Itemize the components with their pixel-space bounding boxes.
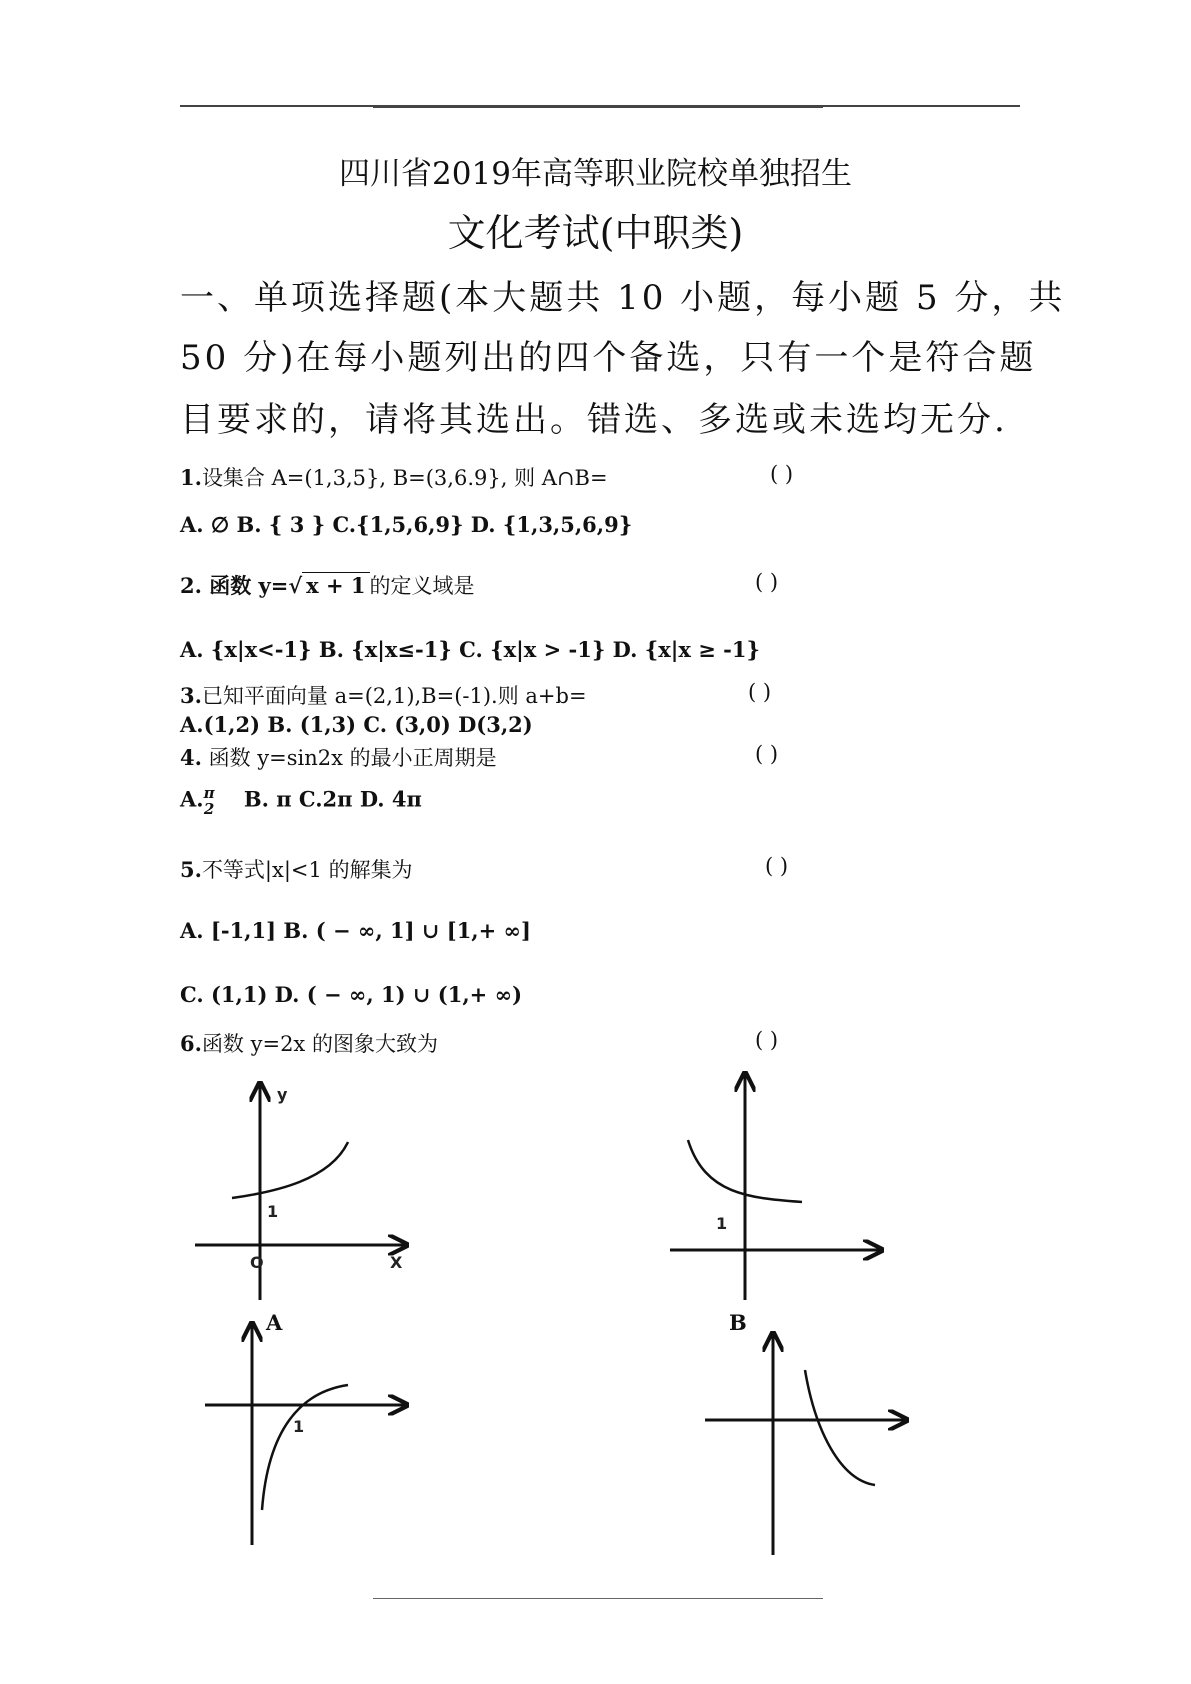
exam-title: 四川省2019年高等职业院校单独招生	[339, 156, 852, 192]
header-rule-inner	[373, 107, 823, 108]
answer-blank: ( )	[765, 854, 789, 878]
section-heading-line3: 目要求的，请将其选出。错选、多选或未选均无分.	[180, 400, 1008, 440]
answer-blank: ( )	[755, 1028, 779, 1052]
curve	[232, 1142, 348, 1198]
question-5-options-line1: A. [-1,1] B. ( − ∞, 1] ∪ [1,+ ∞]	[180, 918, 531, 943]
x-axis-label: X	[390, 1253, 403, 1272]
graph-c	[200, 1320, 430, 1550]
y-axis-label: y	[277, 1085, 288, 1104]
question-1	[180, 462, 608, 492]
question-number: 6.	[180, 1031, 202, 1056]
question-number: 3.	[180, 683, 202, 708]
intercept-label: 1	[267, 1202, 279, 1221]
question-stem-suffix: 的定义域是	[369, 574, 475, 598]
answer-blank: ( )	[748, 680, 772, 704]
origin-label: O	[250, 1253, 264, 1272]
intercept-label: 1	[716, 1214, 728, 1233]
intercept-label: 1	[293, 1417, 305, 1436]
footer-rule	[373, 1598, 823, 1599]
question-5	[180, 854, 413, 884]
graph-d	[700, 1330, 930, 1560]
graph-a	[180, 1080, 440, 1310]
radicand: x + 1	[302, 572, 369, 598]
question-stem-prefix: 函数 y=√	[201, 573, 303, 598]
question-number: 2.	[180, 573, 202, 598]
graph-b	[660, 1070, 920, 1300]
question-stem: 设集合 A=(1,3,5}, B=(3,6.9}, 则 A∩B=	[201, 466, 608, 490]
question-2-options: A. {x|x<-1} B. {x|x≤-1} C. {x|x > -1} D. {x|x ≥ -1}	[180, 637, 760, 662]
question-stem: 函数 y=2x 的图象大致为	[201, 1032, 438, 1056]
question-number: 1.	[180, 465, 202, 490]
answer-blank: ( )	[755, 742, 779, 766]
question-3	[180, 680, 587, 710]
question-stem: 不等式|x|<1 的解集为	[201, 858, 413, 882]
graph-b-label: B	[729, 1310, 747, 1335]
question-2	[180, 570, 475, 600]
question-number: 4.	[180, 745, 202, 770]
question-4-options: A. π 2 B. π C.2π D. 4π	[180, 784, 422, 818]
question-5-options-line2: C. (1,1) D. ( − ∞, 1) ∪ (1,+ ∞)	[180, 982, 522, 1007]
question-4-options-rest: B. π C.2π D. 4π	[243, 786, 422, 812]
question-6	[180, 1028, 438, 1058]
answer-blank: ( )	[770, 462, 794, 486]
question-number: 5.	[180, 857, 202, 882]
section-heading-line2: 50 分)在每小题列出的四个备选，只有一个是符合题	[180, 338, 1037, 378]
question-1-options: A. ∅ B. { 3 } C.{1,5,6,9} D. {1,3,5,6,9}	[180, 512, 633, 537]
question-4	[180, 742, 497, 772]
question-3-options: A.(1,2) B. (1,3) C. (3,0) D(3,2)	[180, 712, 533, 737]
question-stem: 已知平面向量 a=(2,1),B=(-1).则 a+b=	[201, 684, 587, 708]
section-heading-line1: 一、单项选择题(本大题共 10 小题，每小题 5 分，共	[180, 278, 1066, 318]
fraction-pi-over-2: π 2	[203, 784, 215, 818]
exam-subtitle: 文化考试(中职类)	[447, 211, 744, 255]
graph-a-label: A	[266, 1310, 283, 1335]
question-stem: 函数 y=sin2x 的最小正周期是	[201, 746, 497, 770]
answer-blank: ( )	[755, 570, 779, 594]
curve	[805, 1370, 875, 1485]
